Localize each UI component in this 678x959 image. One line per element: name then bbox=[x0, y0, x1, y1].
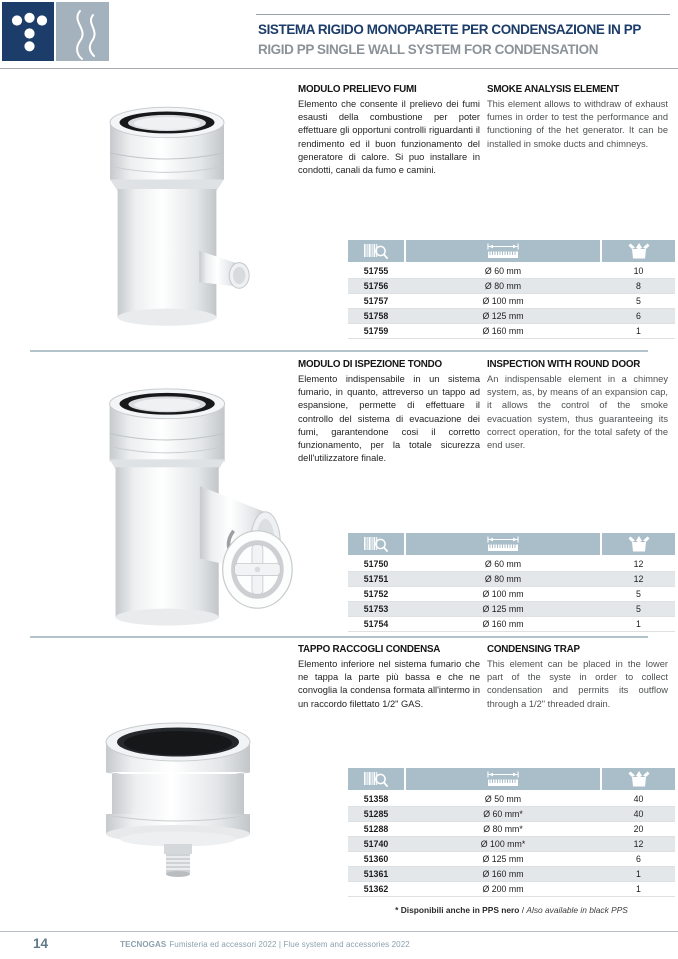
diameter: Ø 50 mm bbox=[484, 794, 522, 804]
diameter: Ø 160 mm bbox=[482, 326, 524, 336]
pack-qty: 5 bbox=[636, 589, 641, 599]
section-body-en: This element can be placed in the lower part of the syste in order to collect condensation and permits its outflow through a 1/2" threaded drain. bbox=[487, 659, 668, 709]
pack-qty: 8 bbox=[636, 281, 641, 291]
diameter-ruler-icon bbox=[406, 768, 602, 790]
pack-qty: 20 bbox=[633, 824, 644, 834]
table-header-row bbox=[348, 533, 675, 555]
section-divider bbox=[30, 350, 648, 352]
section-title-en: INSPECTION WITH ROUND DOOR bbox=[487, 359, 641, 370]
flame-smoke-icon bbox=[56, 2, 109, 61]
pack-qty: 1 bbox=[636, 869, 641, 879]
product-code: 51753 bbox=[363, 604, 389, 614]
product-code: 51752 bbox=[363, 589, 389, 599]
product-image-condensing-trap bbox=[78, 706, 278, 888]
table-row bbox=[348, 867, 675, 882]
footnote-separator: / bbox=[519, 905, 527, 915]
flue-logo bbox=[56, 2, 109, 61]
footer-caption: Fumisteria ed accessori 2022 | Flue system and accessories 2022 bbox=[169, 940, 410, 949]
section-body-it: Elemento indispensabile in un sistema fumario, in quanto, attreverso un tappo ad espansione, permette di effettuare il controllo del sistema di evacuazione dei fumi, garantendone cosi il corretto funzionamento, per la totale sicurezza dell'utilizzatore finale. bbox=[298, 374, 480, 464]
section-title-en: CONDENSING TRAP bbox=[487, 644, 580, 655]
header-rule-top bbox=[256, 14, 670, 15]
diameter: Ø 100 mm* bbox=[480, 839, 526, 849]
tecnogas-logo bbox=[2, 2, 54, 61]
table-row bbox=[348, 294, 675, 309]
packaging-box-icon bbox=[602, 768, 675, 790]
product-table bbox=[348, 240, 675, 339]
section-body-en: An indispensable element in a chimney system, as, by means of an expansion cap, it allows the control of the smoke evacuation system, thus guaranteeing its correct operation, for the total safety of the end user. bbox=[487, 374, 668, 451]
product-code: 51288 bbox=[363, 824, 389, 834]
page-number: 14 bbox=[33, 936, 49, 951]
section-title-it: MODULO PRELIEVO FUMI bbox=[298, 84, 417, 95]
section-body-it: Elemento che consente il prelievo dei fumi esausti della combustione per poter effettuare gli opportuni controlli riguardanti il rendimento ed il buon funzionamento del generatore di calore. Si puo installare in condotti, canali da fumo e camini. bbox=[298, 99, 480, 176]
table-row bbox=[348, 264, 675, 279]
product-code: 51756 bbox=[363, 281, 389, 291]
header-rule-bottom bbox=[0, 68, 678, 69]
table-row bbox=[348, 822, 675, 837]
product-code: 51750 bbox=[363, 559, 389, 569]
pack-qty: 6 bbox=[636, 311, 641, 321]
code-barcode-icon bbox=[348, 533, 406, 555]
table-row bbox=[348, 882, 675, 897]
availability-footnote bbox=[348, 905, 675, 915]
footer-rule bbox=[0, 931, 678, 932]
table-row bbox=[348, 852, 675, 867]
diameter: Ø 160 mm bbox=[482, 619, 524, 629]
pack-qty: 40 bbox=[633, 809, 644, 819]
packaging-box-icon bbox=[602, 240, 675, 262]
table-row bbox=[348, 617, 675, 632]
code-barcode-icon bbox=[348, 240, 406, 262]
table-row bbox=[348, 792, 675, 807]
section-body-en: This element allows to withdraw of exhaust fumes in order to test the performance and functioning of the het generator. It can be installed in smoke ducts and chimneys. bbox=[487, 99, 668, 149]
table-header-row bbox=[348, 768, 675, 790]
pack-qty: 5 bbox=[636, 296, 641, 306]
diameter: Ø 160 mm bbox=[482, 869, 524, 879]
description-italian bbox=[298, 359, 480, 465]
pack-qty: 12 bbox=[633, 559, 644, 569]
footnote-english: Also available in black PPS bbox=[526, 905, 628, 915]
product-code: 51361 bbox=[363, 869, 389, 879]
product-table bbox=[348, 768, 675, 897]
table-row bbox=[348, 279, 675, 294]
product-code: 51358 bbox=[363, 794, 389, 804]
pack-qty: 6 bbox=[636, 854, 641, 864]
footer-brand: TECNOGAS bbox=[120, 940, 167, 949]
table-row bbox=[348, 324, 675, 339]
diameter: Ø 60 mm bbox=[484, 266, 522, 276]
table-row bbox=[348, 587, 675, 602]
product-image-inspection-module bbox=[62, 374, 302, 632]
description-italian bbox=[298, 84, 480, 177]
diameter: Ø 60 mm bbox=[484, 559, 522, 569]
diameter: Ø 200 mm bbox=[482, 884, 524, 894]
code-barcode-icon bbox=[348, 768, 406, 790]
table-row bbox=[348, 807, 675, 822]
diameter-ruler-icon bbox=[406, 533, 602, 555]
diameter-ruler-icon bbox=[406, 240, 602, 262]
table-row bbox=[348, 837, 675, 852]
product-code: 51759 bbox=[363, 326, 389, 336]
diameter: Ø 100 mm bbox=[482, 589, 524, 599]
pack-qty: 10 bbox=[633, 266, 644, 276]
product-table bbox=[348, 533, 675, 632]
product-code: 51757 bbox=[363, 296, 389, 306]
product-code: 51751 bbox=[363, 574, 389, 584]
description-italian bbox=[298, 644, 480, 711]
product-code: 51360 bbox=[363, 854, 389, 864]
diameter: Ø 80 mm* bbox=[483, 824, 523, 834]
pack-qty: 1 bbox=[636, 884, 641, 894]
diameter: Ø 60 mm* bbox=[483, 809, 523, 819]
page-title-italian: SISTEMA RIGIDO MONOPARETE PER CONDENSAZIONE IN PP bbox=[258, 21, 641, 37]
product-code: 51362 bbox=[363, 884, 389, 894]
diameter: Ø 125 mm bbox=[482, 311, 524, 321]
diameter: Ø 80 mm bbox=[484, 281, 522, 291]
product-code: 51285 bbox=[363, 809, 389, 819]
section-title-it: MODULO DI ISPEZIONE TONDO bbox=[298, 359, 442, 370]
pack-qty: 12 bbox=[633, 574, 644, 584]
pack-qty: 1 bbox=[636, 619, 641, 629]
product-code: 51755 bbox=[363, 266, 389, 276]
table-row bbox=[348, 602, 675, 617]
section-divider bbox=[30, 636, 648, 638]
description-english bbox=[487, 359, 668, 452]
diameter: Ø 125 mm bbox=[482, 854, 524, 864]
pack-qty: 1 bbox=[636, 326, 641, 336]
description-english bbox=[487, 84, 668, 151]
table-row bbox=[348, 557, 675, 572]
packaging-box-icon bbox=[602, 533, 675, 555]
footer-catalog-title bbox=[105, 940, 425, 949]
footnote-italian: * Disponibili anche in PPS nero bbox=[395, 905, 520, 915]
diameter: Ø 100 mm bbox=[482, 296, 524, 306]
diameter: Ø 80 mm bbox=[484, 574, 522, 584]
product-code: 51758 bbox=[363, 311, 389, 321]
table-row bbox=[348, 572, 675, 587]
table-row bbox=[348, 309, 675, 324]
table-header-row bbox=[348, 240, 675, 262]
tecnogas-t-dots-icon bbox=[2, 2, 54, 61]
page-title-english: RIGID PP SINGLE WALL SYSTEM FOR CONDENSATION bbox=[258, 41, 599, 57]
product-code: 51754 bbox=[363, 619, 389, 629]
pack-qty: 40 bbox=[633, 794, 644, 804]
section-title-en: SMOKE ANALYSIS ELEMENT bbox=[487, 84, 620, 95]
product-image-smoke-analysis-module bbox=[72, 92, 262, 342]
section-body-it: Elemento inferiore nel sistema fumario che ne tappa la parte più bassa e che ne convoglia la condensa formata all'intermo in un raccordo filettato 1/2" GAS. bbox=[298, 659, 480, 709]
pack-qty: 12 bbox=[633, 839, 644, 849]
section-title-it: TAPPO RACCOGLI CONDENSA bbox=[298, 644, 441, 655]
description-english bbox=[487, 644, 668, 711]
pack-qty: 5 bbox=[636, 604, 641, 614]
product-code: 51740 bbox=[363, 839, 389, 849]
diameter: Ø 125 mm bbox=[482, 604, 524, 614]
